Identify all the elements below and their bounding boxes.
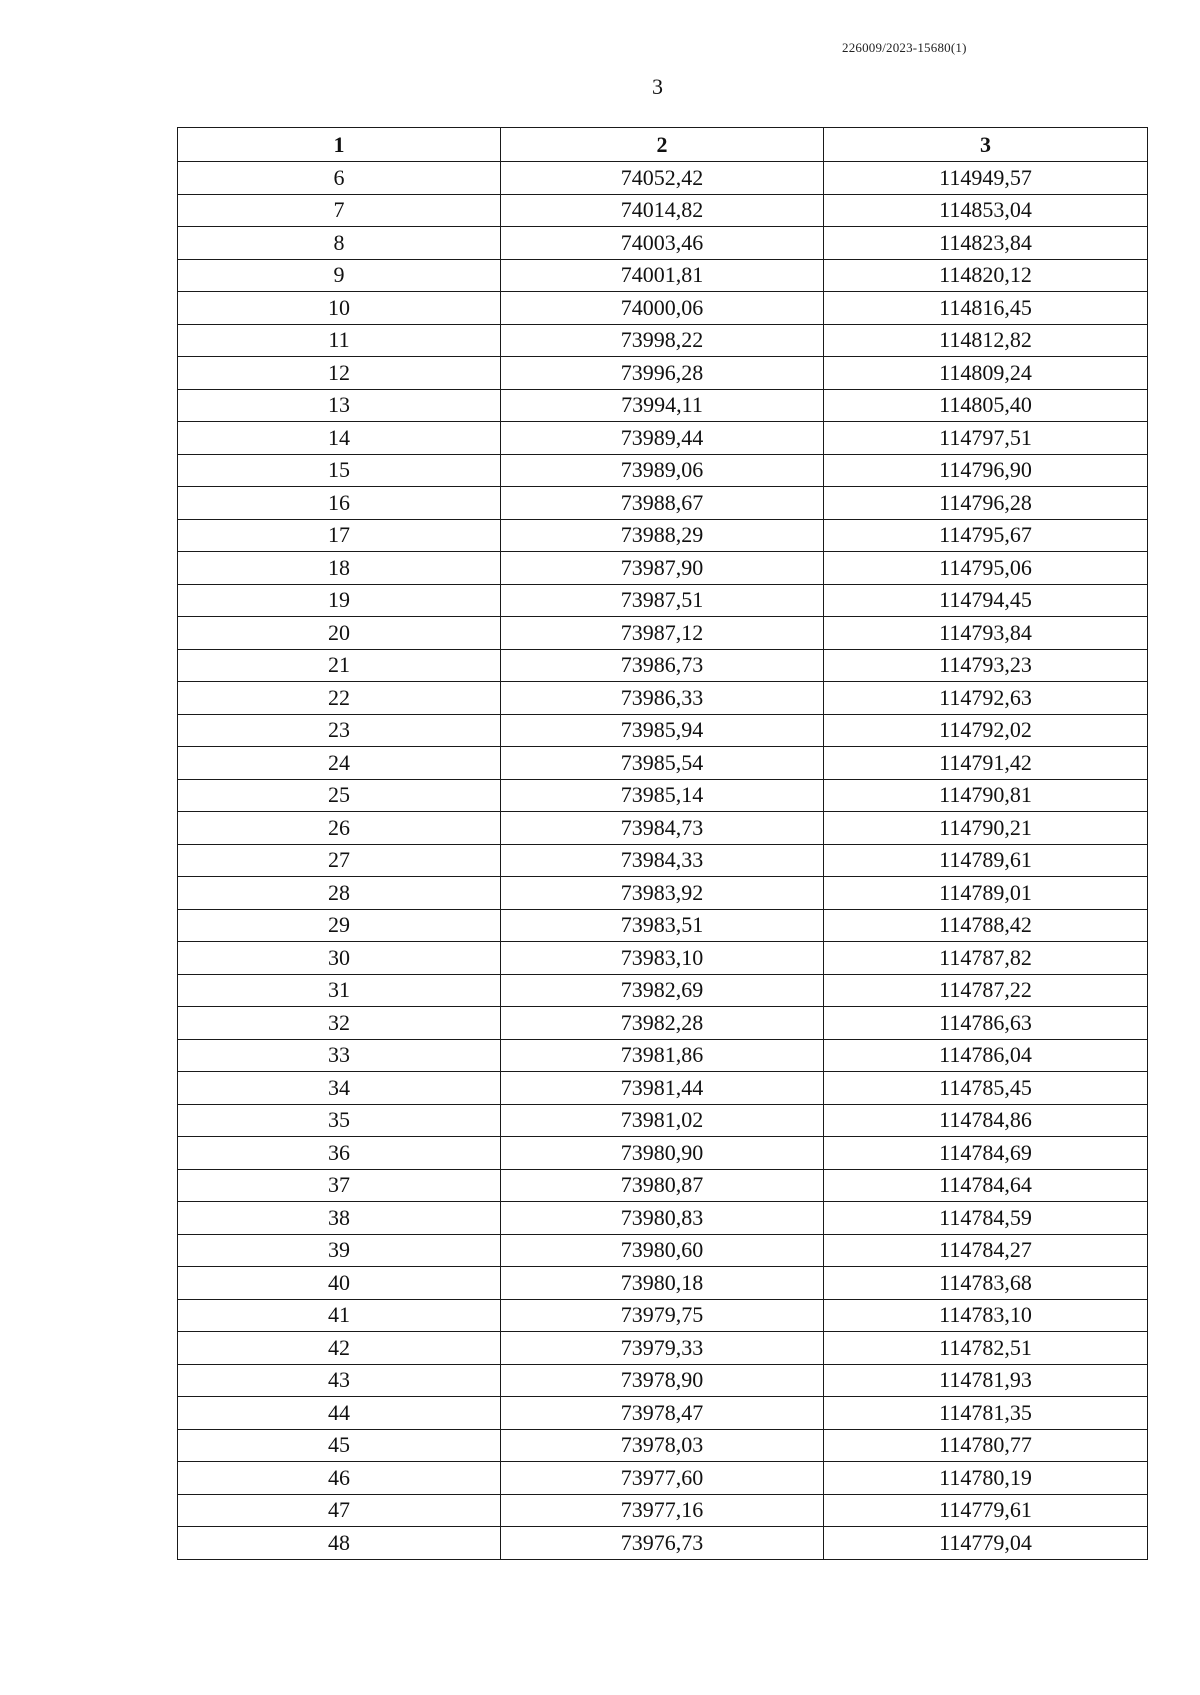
table-row xyxy=(178,519,1148,552)
table-row xyxy=(178,1462,1148,1495)
table-row xyxy=(178,227,1148,260)
point-number-cell: 30 xyxy=(178,942,501,975)
point-number-cell: 46 xyxy=(178,1462,501,1495)
x-coordinate-cell: 74000,06 xyxy=(501,292,824,325)
point-number-cell: 25 xyxy=(178,779,501,812)
x-coordinate-cell: 73979,75 xyxy=(501,1299,824,1332)
x-coordinate-cell: 73976,73 xyxy=(501,1527,824,1560)
y-coordinate-cell: 114784,59 xyxy=(824,1202,1148,1235)
point-number-cell: 37 xyxy=(178,1169,501,1202)
x-coordinate-cell: 73987,51 xyxy=(501,584,824,617)
table-row xyxy=(178,617,1148,650)
y-coordinate-cell: 114790,81 xyxy=(824,779,1148,812)
table-row xyxy=(178,1332,1148,1365)
point-number-cell: 6 xyxy=(178,162,501,195)
table-row xyxy=(178,1397,1148,1430)
y-coordinate-cell: 114779,61 xyxy=(824,1494,1148,1527)
x-coordinate-cell: 73983,51 xyxy=(501,909,824,942)
table-row xyxy=(178,259,1148,292)
x-coordinate-cell: 73986,73 xyxy=(501,649,824,682)
document-id: 226009/2023-15680(1) xyxy=(842,40,967,55)
y-coordinate-cell: 114780,19 xyxy=(824,1462,1148,1495)
x-coordinate-cell: 73984,33 xyxy=(501,844,824,877)
x-coordinate-cell: 73983,92 xyxy=(501,877,824,910)
table-row xyxy=(178,194,1148,227)
table-row xyxy=(178,584,1148,617)
x-coordinate-cell: 73983,10 xyxy=(501,942,824,975)
table-row xyxy=(178,422,1148,455)
x-coordinate-cell: 73981,44 xyxy=(501,1072,824,1105)
table-row xyxy=(178,909,1148,942)
y-coordinate-cell: 114784,64 xyxy=(824,1169,1148,1202)
y-coordinate-cell: 114787,82 xyxy=(824,942,1148,975)
x-coordinate-cell: 73980,18 xyxy=(501,1267,824,1300)
x-coordinate-cell: 73985,14 xyxy=(501,779,824,812)
y-coordinate-cell: 114790,21 xyxy=(824,812,1148,845)
point-number-cell: 42 xyxy=(178,1332,501,1365)
point-number-cell: 17 xyxy=(178,519,501,552)
x-coordinate-cell: 73978,03 xyxy=(501,1429,824,1462)
x-coordinate-cell: 73985,54 xyxy=(501,747,824,780)
y-coordinate-cell: 114795,06 xyxy=(824,552,1148,585)
y-coordinate-cell: 114797,51 xyxy=(824,422,1148,455)
x-coordinate-cell: 74001,81 xyxy=(501,259,824,292)
point-number-cell: 12 xyxy=(178,357,501,390)
table-row xyxy=(178,487,1148,520)
x-coordinate-cell: 73984,73 xyxy=(501,812,824,845)
x-coordinate-cell: 74003,46 xyxy=(501,227,824,260)
table-row xyxy=(178,324,1148,357)
table-row xyxy=(178,974,1148,1007)
x-coordinate-cell: 73980,87 xyxy=(501,1169,824,1202)
x-coordinate-cell: 73985,94 xyxy=(501,714,824,747)
y-coordinate-cell: 114788,42 xyxy=(824,909,1148,942)
point-number-cell: 13 xyxy=(178,389,501,422)
x-coordinate-cell: 73980,83 xyxy=(501,1202,824,1235)
x-coordinate-cell: 73988,67 xyxy=(501,487,824,520)
table-row xyxy=(178,1527,1148,1560)
x-coordinate-cell: 74014,82 xyxy=(501,194,824,227)
y-coordinate-cell: 114781,35 xyxy=(824,1397,1148,1430)
y-coordinate-cell: 114816,45 xyxy=(824,292,1148,325)
point-number-cell: 11 xyxy=(178,324,501,357)
y-coordinate-cell: 114853,04 xyxy=(824,194,1148,227)
y-coordinate-cell: 114823,84 xyxy=(824,227,1148,260)
table-row xyxy=(178,1169,1148,1202)
y-coordinate-cell: 114793,23 xyxy=(824,649,1148,682)
point-number-cell: 41 xyxy=(178,1299,501,1332)
point-number-cell: 48 xyxy=(178,1527,501,1560)
column-header-1: 1 xyxy=(178,128,501,162)
x-coordinate-cell: 73980,60 xyxy=(501,1234,824,1267)
x-coordinate-cell: 73982,69 xyxy=(501,974,824,1007)
y-coordinate-cell: 114820,12 xyxy=(824,259,1148,292)
x-coordinate-cell: 73986,33 xyxy=(501,682,824,715)
point-number-cell: 34 xyxy=(178,1072,501,1105)
table-row xyxy=(178,162,1148,195)
point-number-cell: 18 xyxy=(178,552,501,585)
point-number-cell: 10 xyxy=(178,292,501,325)
point-number-cell: 19 xyxy=(178,584,501,617)
y-coordinate-cell: 114809,24 xyxy=(824,357,1148,390)
y-coordinate-cell: 114785,45 xyxy=(824,1072,1148,1105)
table-row xyxy=(178,747,1148,780)
y-coordinate-cell: 114783,10 xyxy=(824,1299,1148,1332)
y-coordinate-cell: 114791,42 xyxy=(824,747,1148,780)
point-number-cell: 47 xyxy=(178,1494,501,1527)
point-number-cell: 14 xyxy=(178,422,501,455)
point-number-cell: 21 xyxy=(178,649,501,682)
coordinates-table xyxy=(177,127,1148,1560)
point-number-cell: 23 xyxy=(178,714,501,747)
x-coordinate-cell: 73994,11 xyxy=(501,389,824,422)
table-row xyxy=(178,779,1148,812)
x-coordinate-cell: 73981,02 xyxy=(501,1104,824,1137)
y-coordinate-cell: 114784,69 xyxy=(824,1137,1148,1170)
point-number-cell: 35 xyxy=(178,1104,501,1137)
point-number-cell: 39 xyxy=(178,1234,501,1267)
point-number-cell: 24 xyxy=(178,747,501,780)
column-header-2: 2 xyxy=(501,128,824,162)
y-coordinate-cell: 114783,68 xyxy=(824,1267,1148,1300)
table-row xyxy=(178,1072,1148,1105)
point-number-cell: 43 xyxy=(178,1364,501,1397)
table-row xyxy=(178,1299,1148,1332)
y-coordinate-cell: 114792,02 xyxy=(824,714,1148,747)
table-row xyxy=(178,877,1148,910)
table-row xyxy=(178,1364,1148,1397)
y-coordinate-cell: 114780,77 xyxy=(824,1429,1148,1462)
x-coordinate-cell: 73978,47 xyxy=(501,1397,824,1430)
page-number: 3 xyxy=(652,74,663,99)
x-coordinate-cell: 73987,12 xyxy=(501,617,824,650)
table-row xyxy=(178,1007,1148,1040)
table-row xyxy=(178,844,1148,877)
table-row xyxy=(178,812,1148,845)
y-coordinate-cell: 114782,51 xyxy=(824,1332,1148,1365)
x-coordinate-cell: 73981,86 xyxy=(501,1039,824,1072)
point-number-cell: 40 xyxy=(178,1267,501,1300)
table-row xyxy=(178,454,1148,487)
point-number-cell: 45 xyxy=(178,1429,501,1462)
y-coordinate-cell: 114786,63 xyxy=(824,1007,1148,1040)
y-coordinate-cell: 114793,84 xyxy=(824,617,1148,650)
point-number-cell: 27 xyxy=(178,844,501,877)
table-row xyxy=(178,1267,1148,1300)
table-row xyxy=(178,357,1148,390)
point-number-cell: 28 xyxy=(178,877,501,910)
table-body xyxy=(178,162,1148,1560)
table-row xyxy=(178,1429,1148,1462)
point-number-cell: 7 xyxy=(178,194,501,227)
point-number-cell: 16 xyxy=(178,487,501,520)
y-coordinate-cell: 114786,04 xyxy=(824,1039,1148,1072)
point-number-cell: 38 xyxy=(178,1202,501,1235)
y-coordinate-cell: 114796,90 xyxy=(824,454,1148,487)
table-row xyxy=(178,1104,1148,1137)
x-coordinate-cell: 74052,42 xyxy=(501,162,824,195)
y-coordinate-cell: 114949,57 xyxy=(824,162,1148,195)
x-coordinate-cell: 73988,29 xyxy=(501,519,824,552)
point-number-cell: 33 xyxy=(178,1039,501,1072)
table-row xyxy=(178,1202,1148,1235)
table-row xyxy=(178,292,1148,325)
table-row xyxy=(178,1234,1148,1267)
x-coordinate-cell: 73989,44 xyxy=(501,422,824,455)
table-header-row xyxy=(178,128,1148,162)
x-coordinate-cell: 73996,28 xyxy=(501,357,824,390)
point-number-cell: 15 xyxy=(178,454,501,487)
y-coordinate-cell: 114795,67 xyxy=(824,519,1148,552)
point-number-cell: 32 xyxy=(178,1007,501,1040)
y-coordinate-cell: 114784,27 xyxy=(824,1234,1148,1267)
y-coordinate-cell: 114779,04 xyxy=(824,1527,1148,1560)
x-coordinate-cell: 73978,90 xyxy=(501,1364,824,1397)
point-number-cell: 8 xyxy=(178,227,501,260)
point-number-cell: 29 xyxy=(178,909,501,942)
y-coordinate-cell: 114781,93 xyxy=(824,1364,1148,1397)
y-coordinate-cell: 114784,86 xyxy=(824,1104,1148,1137)
x-coordinate-cell: 73979,33 xyxy=(501,1332,824,1365)
y-coordinate-cell: 114812,82 xyxy=(824,324,1148,357)
table-row xyxy=(178,1137,1148,1170)
table-row xyxy=(178,1494,1148,1527)
y-coordinate-cell: 114805,40 xyxy=(824,389,1148,422)
table-row xyxy=(178,682,1148,715)
point-number-cell: 26 xyxy=(178,812,501,845)
y-coordinate-cell: 114787,22 xyxy=(824,974,1148,1007)
point-number-cell: 9 xyxy=(178,259,501,292)
point-number-cell: 44 xyxy=(178,1397,501,1430)
x-coordinate-cell: 73977,60 xyxy=(501,1462,824,1495)
y-coordinate-cell: 114789,61 xyxy=(824,844,1148,877)
y-coordinate-cell: 114792,63 xyxy=(824,682,1148,715)
table-row xyxy=(178,649,1148,682)
table-row xyxy=(178,389,1148,422)
x-coordinate-cell: 73998,22 xyxy=(501,324,824,357)
x-coordinate-cell: 73980,90 xyxy=(501,1137,824,1170)
table-row xyxy=(178,1039,1148,1072)
table-row xyxy=(178,714,1148,747)
column-header-3: 3 xyxy=(824,128,1148,162)
table-row xyxy=(178,942,1148,975)
point-number-cell: 31 xyxy=(178,974,501,1007)
x-coordinate-cell: 73977,16 xyxy=(501,1494,824,1527)
y-coordinate-cell: 114789,01 xyxy=(824,877,1148,910)
x-coordinate-cell: 73987,90 xyxy=(501,552,824,585)
y-coordinate-cell: 114794,45 xyxy=(824,584,1148,617)
point-number-cell: 20 xyxy=(178,617,501,650)
x-coordinate-cell: 73989,06 xyxy=(501,454,824,487)
table-row xyxy=(178,552,1148,585)
x-coordinate-cell: 73982,28 xyxy=(501,1007,824,1040)
y-coordinate-cell: 114796,28 xyxy=(824,487,1148,520)
point-number-cell: 36 xyxy=(178,1137,501,1170)
point-number-cell: 22 xyxy=(178,682,501,715)
